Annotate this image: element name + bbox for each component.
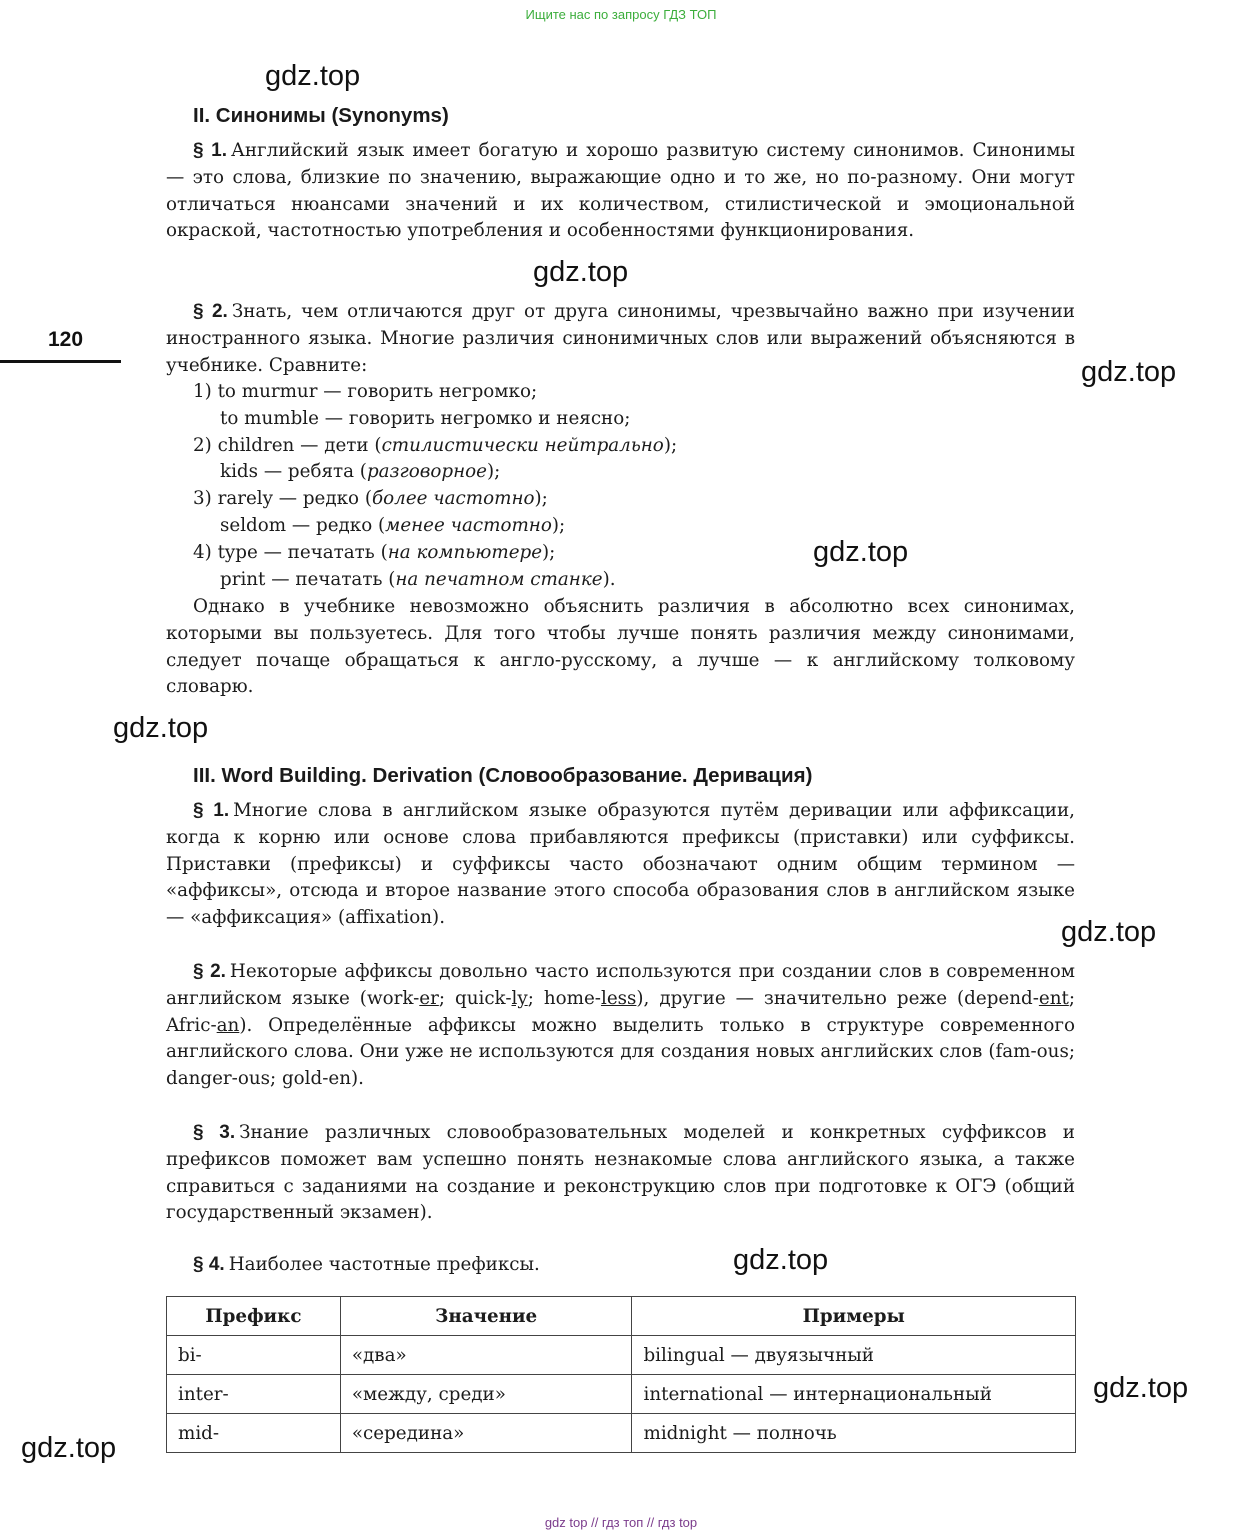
paragraph-derivation-2: § 2. Некоторые аффиксы довольно часто используются при создании слов в современном английском языке (work-er; quick-ly; home-less), другие — значительно реже (depend-ent; Afric-an). Определённые аффиксы можно выделить только в структуре современного английского слова. Они уже не используются для создания новых английских слов (fam-ous; danger-ous; gold-en). [166,961,1075,1090]
paragraph-mark: § 3. [193,1122,236,1143]
column-header: Примеры [632,1297,1076,1336]
table-cell: «между, среди» [340,1375,632,1414]
table-row [167,1414,1076,1453]
list-item: 1) to murmur — говорить негромко; [193,381,538,402]
synonyms-list [193,379,1073,593]
column-header: Префикс [167,1297,341,1336]
prefix-table [166,1296,1076,1453]
footer-links[interactable]: gdz top // гдз топ // гдз top [544,1515,698,1530]
table-cell: bilingual — двуязычный [632,1336,1076,1375]
watermark: gdz.top [1081,356,1177,388]
list-item: 2) children — дети (стилистически нейтрально); [193,434,678,456]
paragraph-text: Знать, чем отличаются друг от друга синонимы, чрезвычайно важно при изучении иностранного языка. Многие различия синонимичных слов или выражений объясняются в учебнике. Сравните: [166,301,1075,376]
list-item: 4) type — печатать (на компьютере); [193,541,556,563]
top-banner[interactable]: Ищите нас по запросу ГДЗ ТОП [525,7,717,22]
paragraph-text: Наиболее частотные префиксы. [228,1254,540,1275]
table-cell: bi- [167,1336,341,1375]
paragraph-text: Английский язык имеет богатую и хорошо развитую систему синонимов. Синонимы — это слова, близкие по значению, выражающие одно и то же, но по-разному. Они могут отличаться нюансами значений и их количеством, стилистической и эмоциональной окраской, частотностью употребления и особенностями функционирования. [166,140,1075,242]
paragraph-derivation-3 [166,1120,1075,1227]
watermark: gdz.top [113,712,209,744]
table-cell: midnight — полночь [632,1414,1076,1453]
list-item: kids — ребята (разговорное); [220,461,501,483]
table-cell: «середина» [340,1414,632,1453]
table-cell: international — интернациональный [632,1375,1076,1414]
list-item: print — печатать (на печатном станке). [220,568,616,590]
paragraph-synonyms-2 [166,299,1075,379]
watermark: gdz.top [265,60,361,92]
section-heading-synonyms: II. Синонимы (Synonyms) [193,104,449,127]
watermark: gdz.top [1061,916,1157,948]
table-header-row [167,1297,1076,1336]
watermark: gdz.top [21,1432,117,1464]
paragraph-mark: § 1. [193,800,230,821]
paragraph-mark: § 2. [193,961,226,982]
watermark: gdz.top [1093,1372,1189,1404]
list-item: to mumble — говорить негромко и неясно; [220,407,631,429]
watermark: gdz.top [533,256,629,288]
table-row [167,1375,1076,1414]
column-header: Значение [340,1297,632,1336]
paragraph-text: Многие слова в английском языке образуются путём деривации или аффиксации, когда к корню или основе слова прибавляются префиксы (приставки) или суффиксы. Приставки (префиксы) и суффиксы часто обозначают одним общим термином — «аффиксы», отсюда и второе название этого способа образования слов в английском языке — «аффиксация» (affixation). [166,800,1075,929]
paragraph-mark: § 4. [193,1254,225,1275]
paragraph-synonyms-3: Однако в учебнике невозможно объяснить различия в абсолютно всех синонимах, которыми вы пользуетесь. Для того чтобы лучше понять различия между синонимами, следует почаще обращаться к англо-русскому, а лучше — к английскому толковому словарю. [166,596,1075,698]
page-number-rule [0,360,121,363]
section-heading-word-building: III. Word Building. Derivation (Словообразование. Деривация) [193,764,813,787]
paragraph-synonyms-1 [166,138,1075,245]
list-item: seldom — редко (менее частотно); [220,514,566,536]
paragraph-derivation-1 [166,798,1075,932]
table-cell: inter- [167,1375,341,1414]
table-cell: mid- [167,1414,341,1453]
page-number: 120 [48,328,84,351]
watermark: gdz.top [733,1244,829,1276]
paragraph-derivation-4 [166,1254,540,1276]
paragraph-mark: § 1. [193,140,227,161]
list-item: 3) rarely — редко (более частотно); [193,488,548,510]
table-cell: «два» [340,1336,632,1375]
paragraph-text: Знание различных словообразовательных моделей и конкретных суффиксов и префиксов поможет вам успешно понять незнакомые слова английского языка, а также справиться с заданиями на создание и реконструкцию слов при подготовке к ОГЭ (общий государственный экзамен). [166,1122,1075,1224]
paragraph-mark: § 2. [193,301,228,322]
watermark: gdz.top [813,536,909,568]
table-row [167,1336,1076,1375]
